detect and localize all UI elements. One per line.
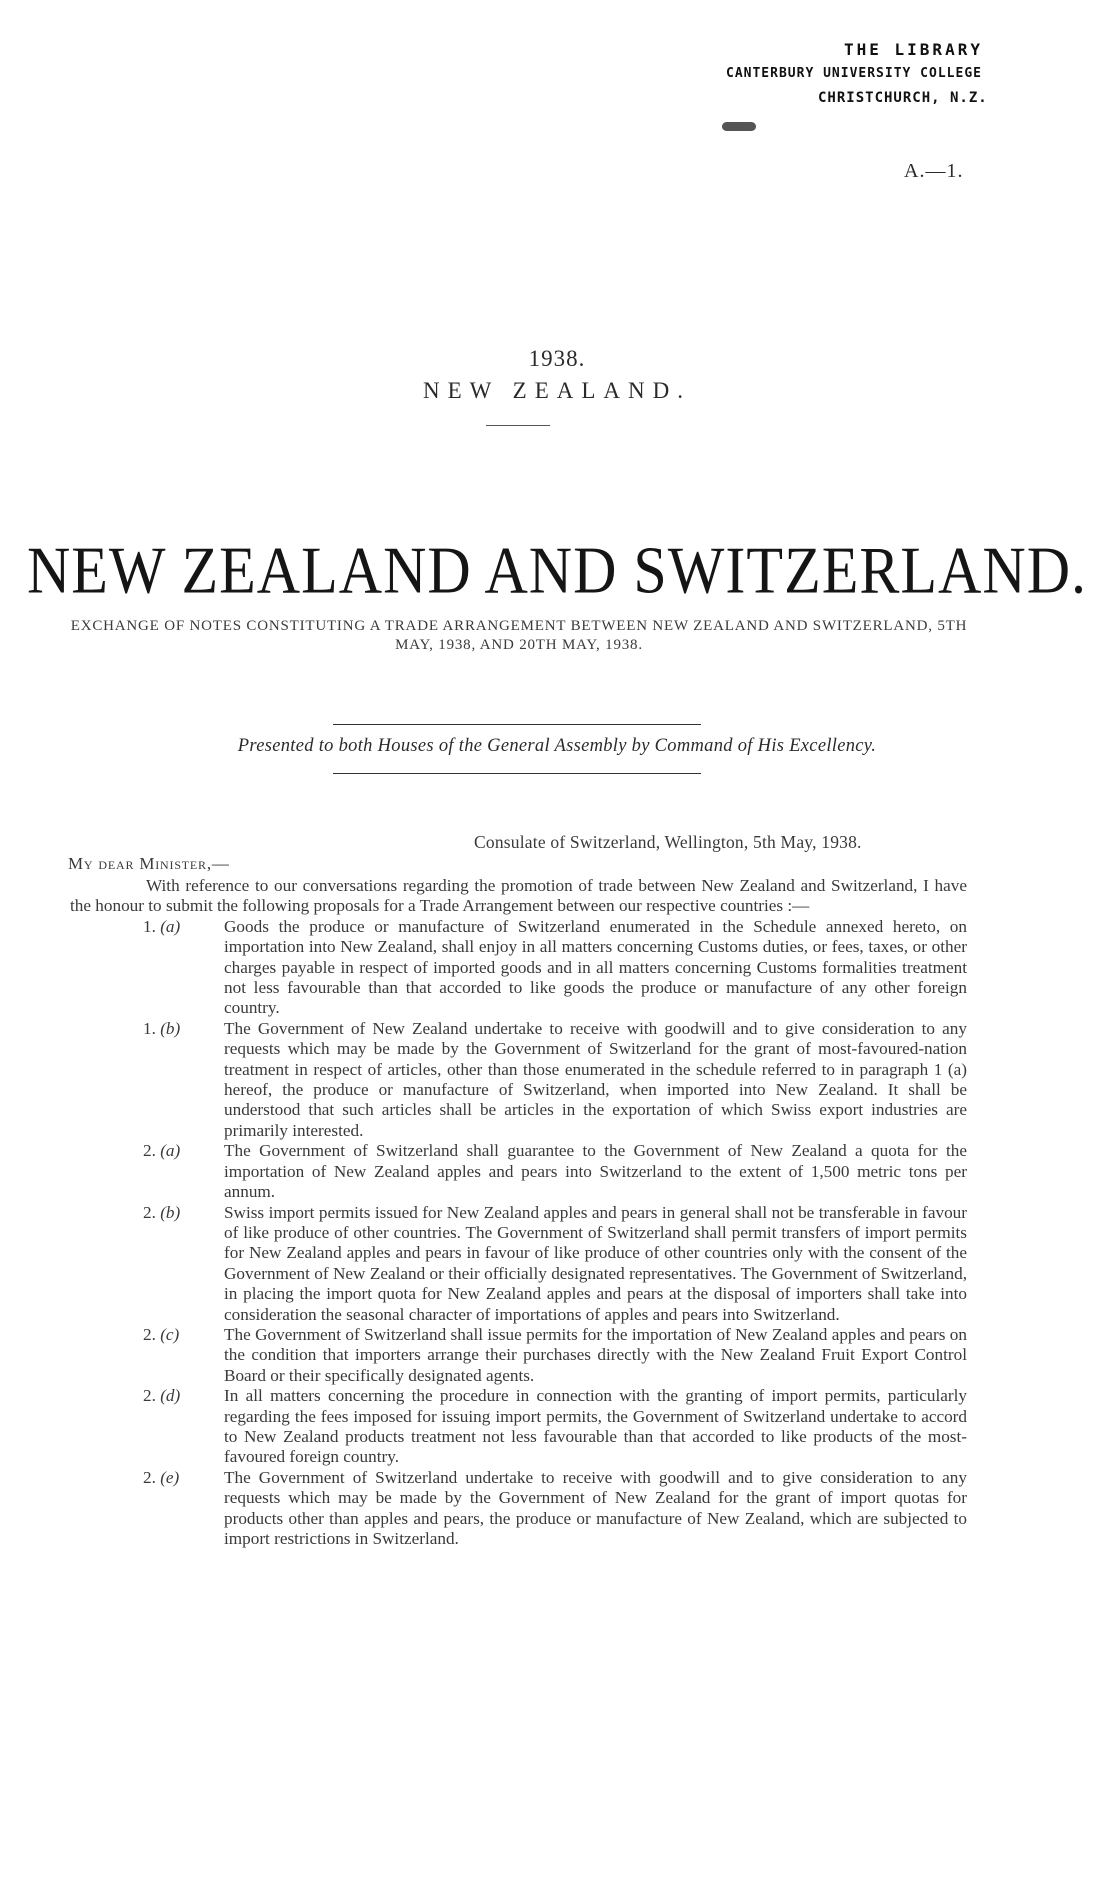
clause-text: Swiss import permits issued for New Zealand apples and pears in general shall not be transferable in favour of like produce of other countries. The Government of Switzerland shall permit transfers of import permits for New Zealand apples and pears in favour of like produce of other countries only with the consent of the Government of New Zealand or their officially designated representatives. The Government of Switzerland, in placing the import quota for New Zealand apples and pears at the disposal of importers shall take into consideration the seasonal character of importations of apples and pears into Switzerland. [224, 1202, 967, 1324]
clause-number [143, 1325, 179, 1345]
clause-number-letter: (d) [160, 1386, 181, 1406]
letter-intro: With reference to our conversations regarding the promotion of trade between New Zealand and Switzerland, I have the honour to submit the following proposals for a Trade Arrangement between our respective countries :— [70, 876, 967, 916]
clause-item [70, 1325, 967, 1386]
clause-text: The Government of Switzerland shall issue permits for the importation of New Zealand apples and pears on the condition that importers arrange their purchases directly with the New Zealand Fruit Export Control Board or their specifically designated agents. [224, 1324, 967, 1385]
presented-line: Presented to both Houses of the General Assembly by Command of His Excellency. [237, 736, 877, 756]
clause-text: The Government of Switzerland undertake to receive with goodwill and to give consideration to any requests which may be made by the Government of New Zealand for the grant of import quotas for products other than apples and pears, the produce or manufacture of New Zealand, which are subjected to import restrictions in Switzerland. [224, 1467, 967, 1548]
clause-number-letter: (b) [160, 1018, 181, 1038]
clause-number [143, 1468, 179, 1488]
divider [333, 724, 701, 725]
clause-list [70, 917, 967, 1550]
clause-number [143, 1203, 180, 1223]
clause-item [70, 1141, 967, 1202]
clause-number [143, 1386, 180, 1406]
clause-number-letter: (e) [160, 1467, 180, 1487]
stamp-line-1: THE LIBRARY [844, 40, 983, 59]
clause-number-digit: 2. [143, 1386, 156, 1406]
clause-number [143, 1019, 180, 1039]
clause-number [143, 1141, 180, 1161]
clause-item [70, 917, 967, 1019]
clause-text: Goods the produce or manufacture of Switzerland enumerated in the Schedule annexed hereto, on importation into New Zealand, shall enjoy in all matters concerning Customs duties, or fees, taxes, or other charges payable in respect of imported goods and in all matters concerning Customs formalities treatment not less favourable than that accorded to like goods the produce or manufacture of any other foreign country. [224, 916, 967, 1018]
clause-number-letter: (a) [160, 916, 181, 936]
clause-number-digit: 1. [143, 1018, 156, 1038]
clause-number-letter: (b) [160, 1202, 181, 1222]
clause-number-digit: 2. [143, 1467, 156, 1487]
clause-number [143, 917, 180, 937]
letter-body [70, 876, 967, 1549]
page-title: NEW ZEALAND AND SWITZERLAND. [26, 533, 1088, 608]
clause-item [70, 1468, 967, 1550]
library-stamp [726, 38, 1036, 138]
document-year: 1938. [528, 346, 586, 371]
letter-dateline: Consulate of Switzerland, Wellington, 5th May, 1938. [474, 832, 862, 852]
clause-number-digit: 2. [143, 1141, 156, 1161]
stamp-line-3 [726, 86, 1036, 110]
clause-text: The Government of Switzerland shall guarantee to the Government of New Zealand a quota for the importation of New Zealand apples and pears into Switzerland to the extent of 1,500 metric tons per annum. [224, 1141, 967, 1202]
country-heading: NEW ZEALAND. [422, 378, 692, 403]
clause-item [70, 1019, 967, 1141]
stamp-line-2: CANTERBURY UNIVERSITY COLLEGE [726, 66, 982, 81]
letter-salutation: My dear Minister,— [68, 854, 230, 873]
clause-item [70, 1203, 967, 1325]
stamp-line-3-text: CHRISTCHURCH, N.Z. [818, 90, 988, 106]
clause-number-letter: (c) [160, 1324, 180, 1344]
clause-text: The Government of New Zealand undertake to receive with goodwill and to give consideration to any requests which may be made by the Government of Switzerland for the grant of most-favoured-nation treatment in respect of articles, other than those enumerated in the schedule referred to in paragraph 1 (a) hereof, the produce or manufacture of Switzerland, when imported into New Zealand. It shall be understood that such articles shall be articles in the exportation of which Swiss export industries are primarily interested. [224, 1018, 967, 1140]
clause-number-digit: 2. [143, 1202, 156, 1222]
document-subtitle: EXCHANGE OF NOTES CONSTITUTING A TRADE ARRANGEMENT BETWEEN NEW ZEALAND AND SWITZERLAND, 5TH MAY, 1938, AND 20TH MAY, 1938. [70, 618, 968, 653]
clause-number-digit: 2. [143, 1324, 156, 1344]
divider [486, 425, 550, 426]
ink-blot-icon [722, 122, 756, 131]
clause-item [70, 1386, 967, 1468]
divider [333, 773, 701, 774]
paper-reference: A.—1. [904, 160, 964, 182]
clause-number-letter: (a) [160, 1141, 181, 1161]
clause-text: In all matters concerning the procedure in connection with the granting of import permits, particularly regarding the fees imposed for issuing import permits, the Government of Switzerland undertake to accord to New Zealand products treatment not less favourable than that accorded to like products of the most-favoured foreign country. [224, 1386, 967, 1467]
clause-number-digit: 1. [143, 916, 156, 936]
